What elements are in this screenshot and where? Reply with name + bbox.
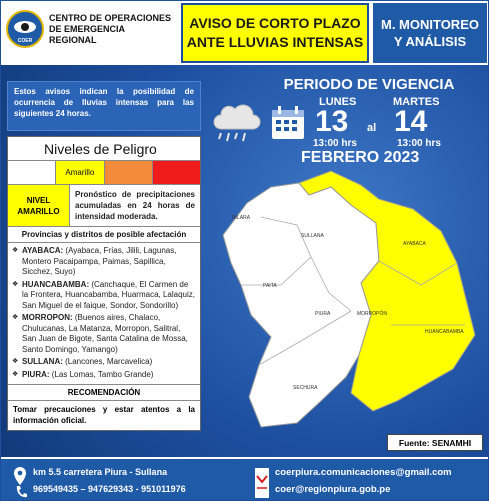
province-name: MORROPON: xyxy=(22,313,73,322)
location-pin-icon xyxy=(13,467,27,485)
provinces-list xyxy=(8,243,200,384)
header xyxy=(1,1,489,65)
recommendation-title: RECOMENDACIÓN xyxy=(8,384,200,401)
phone-icon xyxy=(15,485,27,499)
end-date: 14 xyxy=(394,105,428,138)
start-time: 13:00 hrs xyxy=(313,138,357,149)
province-name: HUANCABAMBA: xyxy=(22,279,90,289)
email-address-1[interactable]: coerpiura.comunicaciones@gmail.com xyxy=(275,467,452,478)
province-detail: (Buenos aires, Chalaco, Chulucanas, La Matanza, Morropon, Salitral, San Juan de Bigote, Santa Catalina de Mossa, Santo Domingo, Yamango) xyxy=(22,313,188,354)
email-address-2[interactable]: coer@regionpiura.gob.pe xyxy=(275,484,391,495)
org-line-2: DE EMERGENCIA xyxy=(49,24,126,34)
map-label-ayabaca: AYABACA xyxy=(403,241,426,247)
period-title: PERIODO DE VIGENCIA xyxy=(283,76,455,93)
level-description-row xyxy=(8,185,200,227)
alert-title-box xyxy=(181,3,369,63)
period-month: FEBRERO 2023 xyxy=(301,149,420,166)
map-label-morropon: MORROPÓN xyxy=(357,311,387,317)
level-red xyxy=(153,161,200,184)
map-label-sullana: SULLANA xyxy=(301,233,324,239)
rain-cloud-icon xyxy=(207,99,261,145)
end-time: 13:00 hrs xyxy=(397,138,441,149)
province-item xyxy=(12,280,196,312)
intro-text: Estos avisos indican la posibilidad de ocurrencia de lluvias intensas para las siguientes 24 horas. xyxy=(7,81,201,131)
monitor-box xyxy=(373,3,487,63)
org-line-3: REGIONAL xyxy=(49,35,97,45)
monitor-line-2: Y ANÁLISIS xyxy=(393,34,467,49)
province-detail: (Ayabaca, Frías, Jilili, Lagunas, Montero Pacaipampa, Paimas, Sapillica, Sicchez, Suyo) xyxy=(22,246,177,276)
level-badge-line-2: AMARILLO xyxy=(17,206,60,216)
recommendation-text: Tomar precauciones y estar atentos a la información oficial. xyxy=(13,405,195,425)
level-white xyxy=(8,161,56,184)
map-label-talara: TALARA xyxy=(231,215,251,221)
province-detail: (Lancones, Marcavelica) xyxy=(62,357,153,366)
map-label-piura: PIURA xyxy=(315,311,331,317)
footer xyxy=(1,457,489,501)
organization-name xyxy=(49,13,179,46)
map-label-huancabamba: HUANCABAMBA xyxy=(425,329,464,335)
phone-numbers: 969549435 – 947629343 - 951011976 xyxy=(33,484,186,494)
date-separator: al xyxy=(367,122,377,134)
map-label-sechura: SECHURA xyxy=(293,385,318,391)
monitor-line-1: M. MONITOREO xyxy=(381,17,479,32)
start-day: LUNES xyxy=(319,96,357,108)
provinces-title: Provincias y distritos de posible afectación xyxy=(8,227,200,243)
alert-title-line-1: AVISO DE CORTO PLAZO xyxy=(189,15,361,31)
source-label: Fuente: SENAMHI xyxy=(387,434,483,451)
email-icon xyxy=(255,468,269,498)
coer-logo-icon xyxy=(5,9,45,49)
levels-bar xyxy=(8,161,200,185)
map-label-paita: PAITA xyxy=(263,283,277,289)
level-badge xyxy=(8,185,70,226)
province-item xyxy=(12,370,196,381)
alert-title-line-2: ANTE LLUVIAS INTENSAS xyxy=(186,34,364,50)
province-item xyxy=(12,246,196,278)
province-detail: (Las Lomas, Tambo Grande) xyxy=(49,369,154,379)
levels-title: Niveles de Peligro xyxy=(8,137,200,161)
level-description: Pronóstico de precipitaciones acumuladas en 24 horas de intensidad moderada. xyxy=(75,190,195,221)
province-name: PIURA: xyxy=(22,369,50,379)
logo-text: COER xyxy=(17,38,33,44)
org-line-1: CENTRO DE OPERACIONES xyxy=(49,13,172,23)
levels-panel xyxy=(7,136,201,431)
province-name: SULLANA: xyxy=(22,357,63,366)
level-badge-line-1: NIVEL xyxy=(26,195,51,205)
address: km 5.5 carretera Piura - Sullana xyxy=(33,467,168,477)
start-date: 13 xyxy=(315,105,349,138)
level-yellow: Amarillo xyxy=(56,161,104,184)
province-name: AYABACA: xyxy=(22,246,64,255)
piura-map xyxy=(201,165,487,441)
province-item xyxy=(12,357,196,368)
end-day: MARTES xyxy=(393,96,440,108)
province-detail: (Canchaque, El Carmen de la Frontera, Huancabamba, Huarmaca, Lalaquiz, San Miguel de el faique, Sondor, Sondorillo) xyxy=(22,279,195,310)
province-item xyxy=(12,313,196,355)
level-orange xyxy=(105,161,153,184)
calendar-icon xyxy=(269,104,307,142)
